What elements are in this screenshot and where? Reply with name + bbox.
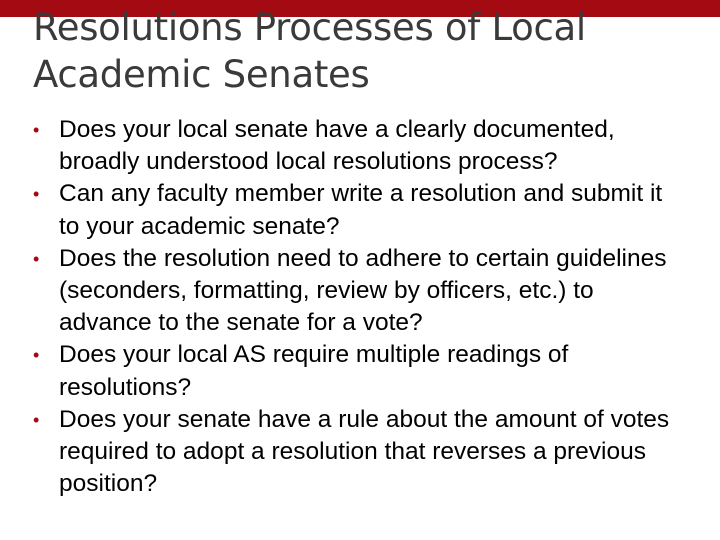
- slide-title: Resolutions Processes of Local Academic Senates: [33, 6, 586, 96]
- bullet-item: [33, 404, 688, 501]
- bullet-text: Does your local AS require multiple readings of resolutions?: [59, 341, 569, 401]
- bullet-icon: •: [33, 409, 40, 430]
- bullet-text: Does your local senate have a clearly documented, broadly understood local resolutions process?: [59, 116, 615, 176]
- bullet-icon: •: [33, 120, 40, 140]
- bullet-item: [33, 243, 688, 340]
- bullet-item: [33, 178, 688, 242]
- bullet-text: Does your senate have a rule about the amount of votes required to adopt a resolution that reverses a previous position?: [59, 405, 670, 498]
- bullet-item: [33, 114, 688, 178]
- bullet-text: Can any faculty member write a resolution and submit it to your academic senate?: [59, 180, 663, 240]
- bullet-icon: •: [33, 184, 40, 205]
- bullet-icon: •: [33, 248, 40, 269]
- bullet-item: [33, 339, 688, 403]
- bullet-list: [33, 114, 688, 500]
- bullet-icon: •: [33, 345, 40, 366]
- bullet-text: Does the resolution need to adhere to certain guidelines (seconders, formatting, review by officers, etc.) to advance to the senate for a vote?: [59, 244, 667, 337]
